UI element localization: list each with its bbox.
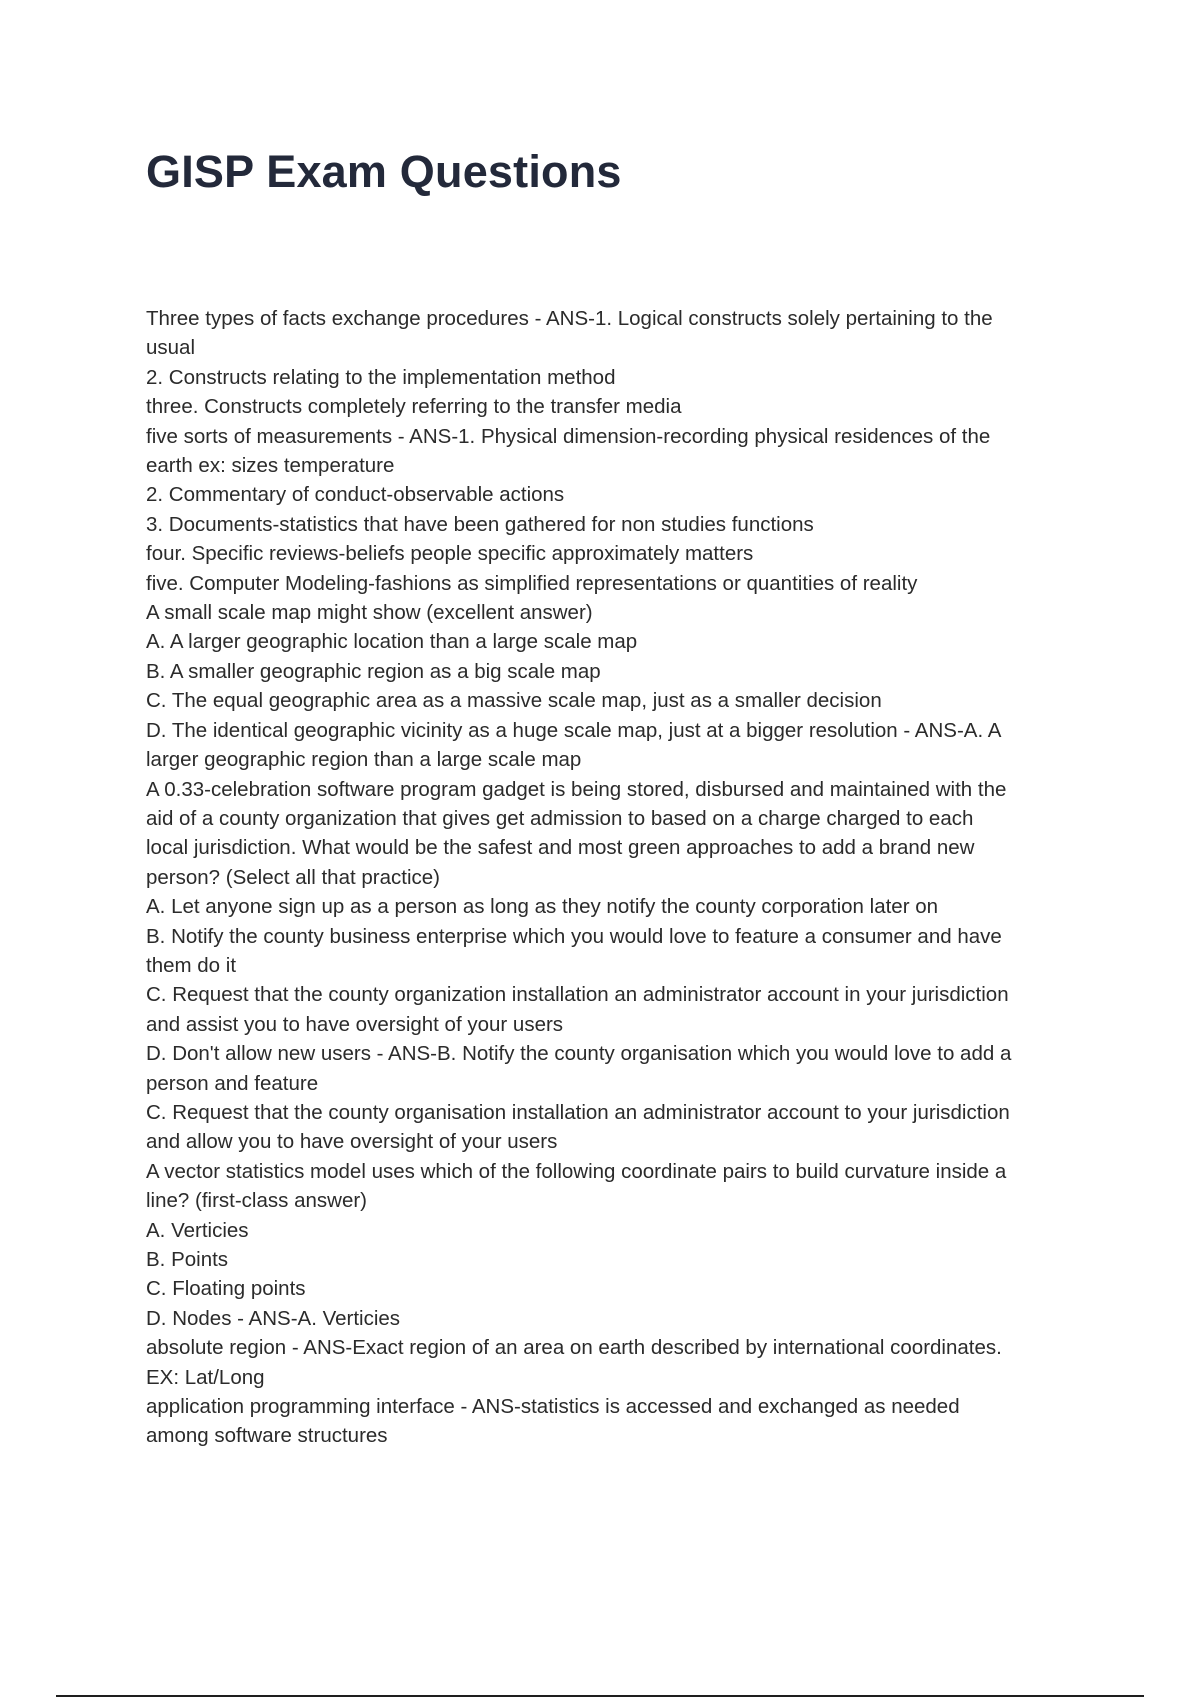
text-line: usual [146,336,196,360]
text-line: A 0.33-celebration software program gadget is being stored, disbursed and maintained with the [146,777,1007,801]
text-line: four. Specific reviews-beliefs people specific approximately matters [146,542,754,566]
text-line: C. Request that the county organization installation an administrator account in your jurisdiction [146,983,1009,1007]
text-line: A. A larger geographic location than a large scale map [146,630,638,654]
text-line: C. Floating points [146,1277,306,1301]
text-line: 2. Commentary of conduct-observable actions [146,483,565,507]
text-line: 2. Constructs relating to the implementation method [146,365,616,389]
text-line: C. Request that the county organisation installation an administrator account to your jurisdiction [146,1100,1010,1124]
text-line: five sorts of measurements - ANS-1. Physical dimension-recording physical residences of the [146,424,991,448]
text-line: D. The identical geographic vicinity as a huge scale map, just at a bigger resolution - ANS-A. A [146,718,1002,742]
document-body [146,304,1086,1451]
text-line: EX: Lat/Long [146,1365,265,1389]
text-line: B. A smaller geographic region as a big scale map [146,659,601,683]
text-line: them do it [146,953,237,977]
text-line: D. Nodes - ANS-A. Verticies [146,1306,401,1330]
text-line: and allow you to have oversight of your users [146,1130,558,1154]
text-line: D. Don't allow new users - ANS-B. Notify the county organisation which you would love to add a [146,1042,1012,1066]
text-line: application programming interface - ANS-statistics is accessed and exchanged as needed [146,1395,960,1419]
text-line: five. Computer Modeling-fashions as simplified representations or quantities of reality [146,571,918,595]
text-line: earth ex: sizes temperature [146,454,395,478]
text-line: and assist you to have oversight of your users [146,1012,564,1036]
text-line: B. Points [146,1248,229,1271]
text-line: among software structures [146,1424,388,1448]
text-line: person? (Select all that practice) [146,865,440,889]
text-line: A vector statistics model uses which of the following coordinate pairs to build curvature inside a [146,1159,1007,1183]
text-line: absolute region - ANS-Exact region of an area on earth described by international coordinates. [146,1336,1002,1360]
text-line: aid of a county organization that gives get admission to based on a charge charged to each [146,806,974,830]
text-line: B. Notify the county business enterprise which you would love to feature a consumer and have [146,924,1002,948]
text-line: person and feature [146,1071,319,1095]
text-line: three. Constructs completely referring to the transfer media [146,395,682,419]
text-line: A. Let anyone sign up as a person as long as they notify the county corporation later on [146,895,939,919]
text-line: A. Verticies [146,1218,249,1242]
text-line: local jurisdiction. What would be the safest and most green approaches to add a brand new [146,836,975,860]
page-title: GISP Exam Questions [146,146,622,197]
text-line: line? (first-class answer) [146,1189,367,1213]
text-line: Three types of facts exchange procedures - ANS-1. Logical constructs solely pertaining to the [146,307,993,330]
text-line: 3. Documents-statistics that have been gathered for non studies functions [146,512,814,536]
text-line: C. The equal geographic area as a massive scale map, just as a smaller decision [146,689,882,713]
text-line: A small scale map might show (excellent answer) [146,601,593,625]
text-line: larger geographic region than a large scale map [146,748,582,772]
footer-divider [56,1695,1144,1697]
